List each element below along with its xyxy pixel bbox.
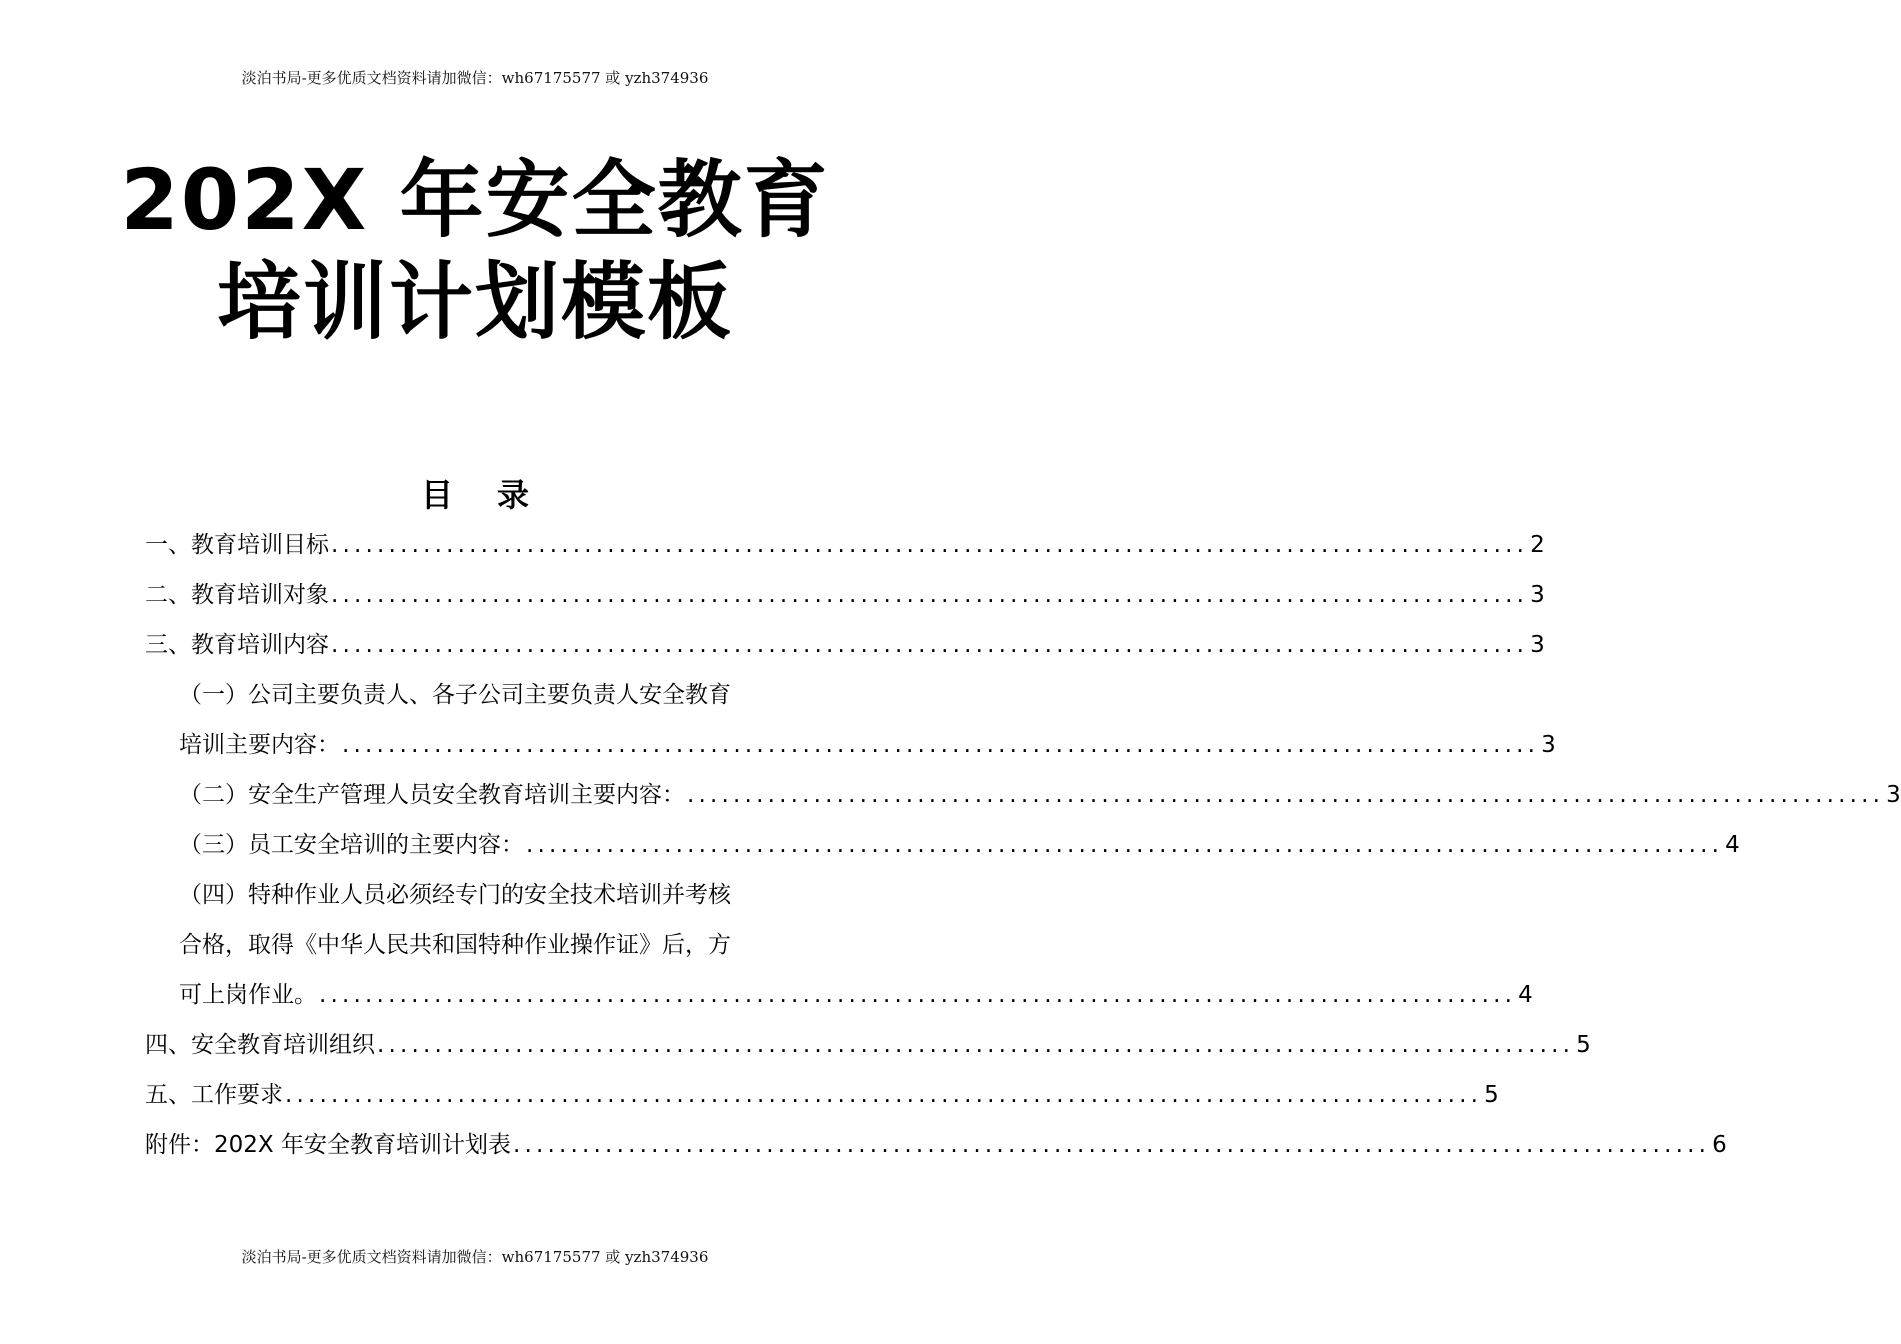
document-title-line-2: 培训计划模板 — [216, 253, 733, 351]
toc-entry-label: 培训主要内容： — [179, 732, 340, 758]
toc-page-number: 6 — [1712, 1132, 1727, 1158]
toc-entry-sub-4-cont-2[interactable] — [145, 970, 1533, 1020]
toc-page-number: 5 — [1576, 1032, 1591, 1058]
toc-entry-label: （四）特种作业人员必须经专门的安全技术培训并考核 — [179, 882, 731, 908]
toc-page-number: 4 — [1518, 982, 1533, 1008]
header-watermark-note: 淡泊书局-更多优质文档资料请加微信：wh67175577 或 yzh374936 — [241, 69, 709, 87]
toc-leader-dots: ........................................................................................................ — [377, 1032, 1575, 1058]
toc-entry-sub-4-cont-1[interactable] — [145, 920, 807, 970]
toc-leader-dots: ........................................................................................................ — [331, 582, 1529, 608]
toc-heading-left: 目 — [420, 476, 453, 514]
toc-entry-targets[interactable] — [145, 570, 1545, 620]
toc-entry-sub-4[interactable] — [145, 870, 807, 920]
toc-leader-dots: ........................................................................................................ — [512, 1132, 1711, 1158]
toc-entry-label: 附件：202X 年安全教育培训计划表 — [145, 1132, 511, 1158]
toc-leader-dots: ........................................................................................................ — [285, 1082, 1483, 1108]
toc-entry-sub-3[interactable] — [145, 820, 1740, 870]
toc-heading-right: 录 — [497, 476, 530, 514]
toc-heading — [0, 470, 950, 516]
toc-entry-attachment[interactable] — [145, 1120, 1727, 1170]
toc-page-number: 3 — [1886, 782, 1901, 808]
toc-page-number: 5 — [1484, 1082, 1499, 1108]
toc-page-number: 3 — [1541, 732, 1556, 758]
toc-entry-content[interactable] — [145, 620, 1545, 670]
toc-entry-label: 一、教育培训目标 — [145, 532, 329, 558]
toc-entry-label: 可上岗作业。 — [179, 982, 317, 1008]
toc-entry-requirements[interactable] — [145, 1070, 1499, 1120]
toc-entry-label: （三）员工安全培训的主要内容： — [179, 832, 524, 858]
toc-leader-dots: ........................................................................................................ — [687, 782, 1885, 808]
table-of-contents — [145, 520, 1901, 1170]
toc-page-number: 4 — [1725, 832, 1740, 858]
toc-leader-dots: ........................................................................................................ — [342, 732, 1540, 758]
footer-watermark-note: 淡泊书局-更多优质文档资料请加微信：wh67175577 或 yzh374936 — [241, 1248, 709, 1266]
toc-entry-organization[interactable] — [145, 1020, 1591, 1070]
toc-page-number: 3 — [1530, 632, 1545, 658]
toc-entry-sub-1[interactable] — [145, 670, 807, 720]
toc-entry-label: 二、教育培训对象 — [145, 582, 329, 608]
toc-entry-label: 三、教育培训内容 — [145, 632, 329, 658]
toc-entry-sub-1-cont[interactable] — [145, 720, 1556, 770]
toc-entry-label: （二）安全生产管理人员安全教育培训主要内容： — [179, 782, 685, 808]
toc-page-number: 2 — [1530, 532, 1545, 558]
toc-entry-label: 四、安全教育培训组织 — [145, 1032, 375, 1058]
toc-entry-sub-2[interactable] — [145, 770, 1901, 820]
toc-leader-dots: ........................................................................................................ — [319, 982, 1517, 1008]
toc-leader-dots: ........................................................................................................ — [331, 632, 1529, 658]
toc-entry-label: 五、工作要求 — [145, 1082, 283, 1108]
toc-entry-label: 合格，取得《中华人民共和国特种作业操作证》后，方 — [179, 932, 731, 958]
document-title-line-1: 202X 年安全教育 — [120, 151, 830, 249]
toc-leader-dots: ........................................................................................................ — [331, 532, 1529, 558]
toc-leader-dots: ........................................................................................................ — [526, 832, 1724, 858]
toc-entry-label: （一）公司主要负责人、各子公司主要负责人安全教育 — [179, 682, 731, 708]
toc-page-number: 3 — [1530, 582, 1545, 608]
toc-entry-goals[interactable] — [145, 520, 1545, 570]
